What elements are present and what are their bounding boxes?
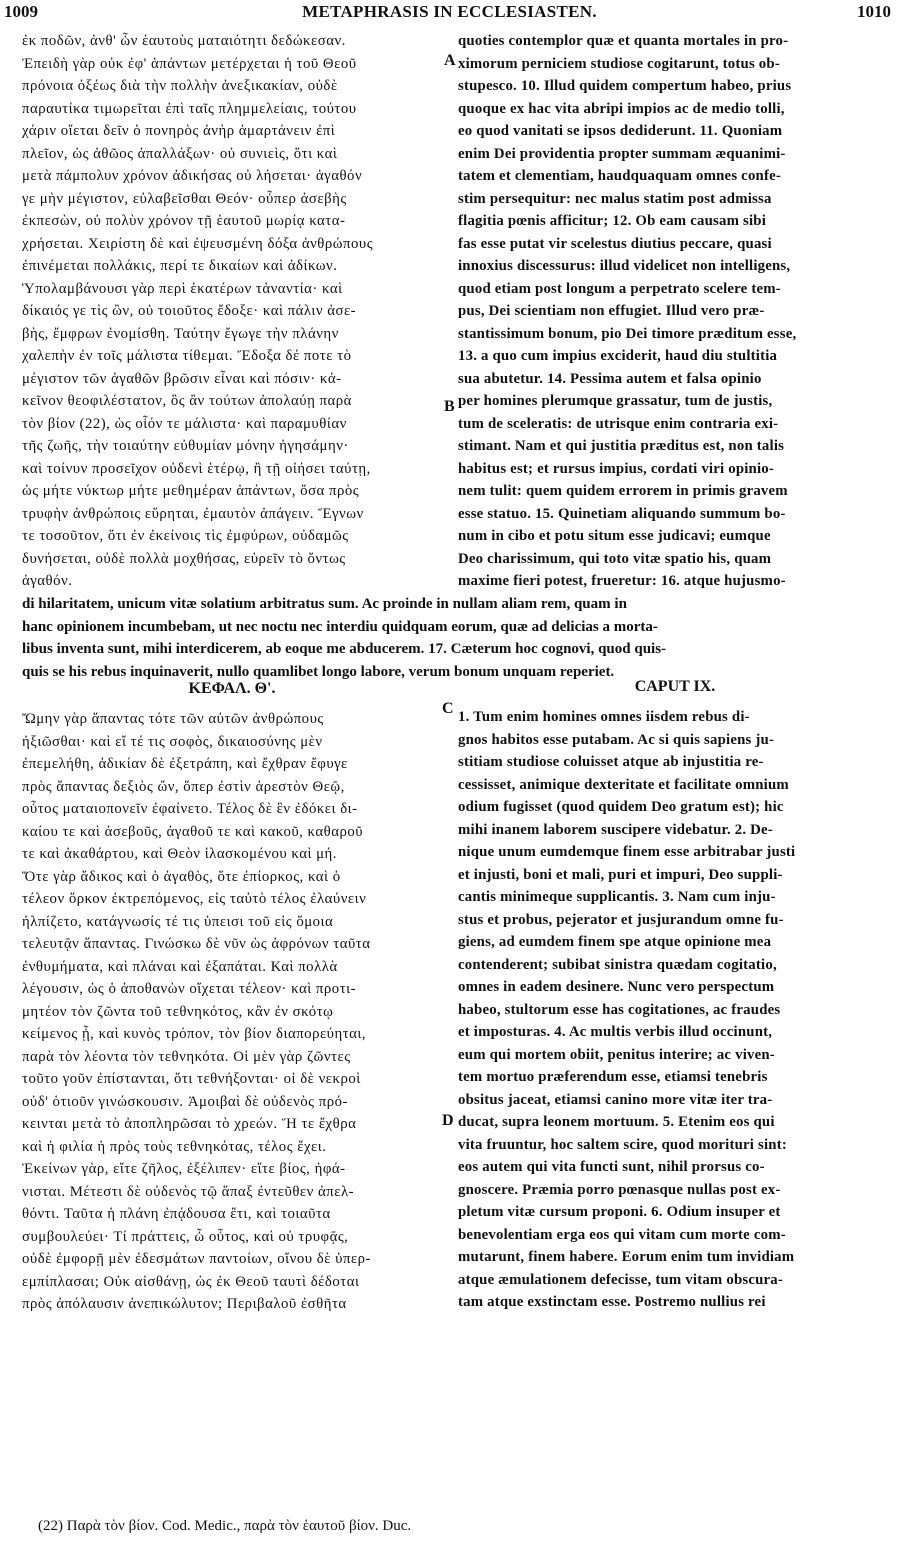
margin-mark-a: A [444, 52, 456, 69]
text-line: δυνήσεται, οὐδὲ πολλὰ μοχθήσας, εὑρεῖν τὸ ὄντως [22, 550, 346, 567]
text-line: quis se his rebus inquinaverit, nullo quamlibet longo labore, verum bonum unquam reperiet. [22, 663, 615, 680]
text-line: τοῦτο γοῦν ἐπίστανται, ὅτι τεθνήξονται· οἱ δὲ νεκροὶ [22, 1071, 361, 1087]
text-line: ἐκ ποδῶν, ἀνθ' ὧν ἑαυτοὺς ματαιότητι δεδώκεσαν. [22, 33, 346, 49]
latin-full-width-text [22, 593, 882, 683]
text-line: Ὅτε γὰρ ἄδικος καὶ ὁ ἀγαθὸς, ὅτε ἐπίορκος, καὶ ὁ [22, 868, 341, 885]
text-line: ἐπινέμεται πολλάκις, περί τε δικαίων καὶ ἀδίκων. [22, 258, 338, 274]
text-line: contenderent; subibat sinistra quædam cogitatio, [458, 956, 777, 973]
text-line: stim persequitur: nec malus statim post admissa [458, 190, 772, 207]
latin-chapter-title: CAPUT IX. [634, 678, 716, 695]
text-line: Ὤμην γὰρ ἅπαντας τότε τῶν αὐτῶν ἀνθρώπους [22, 711, 324, 727]
greek-column-section-2 [22, 708, 442, 1316]
text-line: tum de sceleratis: de utrisque enim contraria exi- [458, 415, 779, 432]
text-line: nem tulit: quem quidem errorem in primis gravem [458, 483, 788, 499]
text-line: tem mortuo præferendum esse, etiamsi tenebris [458, 1069, 768, 1085]
text-line: habeo, stultorum esse has cogitationes, ac fraudes [458, 1001, 781, 1018]
text-line: innoxius discessurus: illud videlicet non intelligens, [458, 258, 791, 274]
text-line: hanc opinionem incumbebam, ut nec noctu nec interdiu quidquam eorum, quæ ad delicias a morta- [22, 618, 658, 635]
text-line: τὸν βίον (22), ὡς οἷόν τε μάλιστα· καὶ παραμυθίαν [22, 415, 347, 432]
text-line: stitiam studiose coluisset atque ab injustitia re- [458, 754, 764, 770]
text-line: nique unum eumdemque finem esse arbitrabar justi [458, 844, 796, 860]
text-line: καίου τε καὶ ἀσεβοῦς, ἀγαθοῦ τε καὶ κακοῦ, καθαροῦ [22, 823, 364, 840]
footnote: (22) Παρὰ τὸν βίον. Cod. Medic., παρὰ τὸν ἑαυτοῦ βίον. Duc. [38, 1518, 412, 1534]
text-line: χρήσεται. Χειρίστη δὲ καὶ ἐψευσμένη δόξα ἀνθρώπους [22, 235, 374, 252]
text-line: δίκαιός γε τὶς ὢν, οὐ τοιοῦτος ἔδοξε· καὶ πάλιν ἀσε- [22, 303, 357, 319]
text-line: λέγουσιν, ὡς ὁ ἀποθανὼν οἴχεται τέλεον· καὶ προτι- [22, 981, 357, 997]
text-line: num in cibo et potu situm esse judicavi; eumque [458, 528, 771, 544]
margin-mark-b: B [444, 398, 455, 415]
greek-chapter-title: ΚΕΦΑΛ. Θ'. [188, 680, 276, 697]
text-line: cessisset, animique dexteritate et facilitate omnium [458, 776, 789, 793]
text-line: οὗτος ματαιοπονεῖν ἐφαίνετο. Τέλος δὲ ἓν ἐδόκει δι- [22, 801, 358, 817]
text-line: stupesco. 10. Illud quidem compertum habeo, prius [458, 78, 792, 94]
text-line: stimant. Nam et qui justitia præditus est, non talis [458, 438, 785, 454]
text-line: κεῖνον θεοφιλέστατον, ὃς ἂν τούτων ἀπολαύῃ παρὰ [22, 393, 352, 409]
text-line: ἐνθυμήματα, καὶ πλάναι καὶ ἐξαπάται. Καὶ πολλὰ [22, 958, 338, 975]
text-line: τελευτᾷν ἅπαντας. Γινώσκω δὲ νῦν ὡς ἀφρόνων ταῦτα [22, 936, 371, 952]
text-line: τε καὶ ἀκαθάρτου, καὶ Θεὸν ἱλασκομένου καὶ μή. [22, 846, 337, 862]
text-line: μητέον τὸν ζῶντα τοῦ τεθνηκότος, κἂν ἐν σκότῳ [22, 1003, 334, 1020]
text-line: εμπίπλασαι; Οὐκ αἰσθάνῃ, ὡς ἐκ Θεοῦ ταυτὶ δέδοται [22, 1273, 360, 1290]
latin-column-section-2 [458, 706, 892, 1314]
text-line: quoties contemplor quæ et quanta mortales in pro- [458, 33, 789, 49]
text-line: di hilaritatem, unicum vitæ solatium arbitratus sum. Ac proinde in nullam aliam rem, quam in [22, 596, 627, 612]
text-line: καὶ τοίνυν προσεῖχον οὐδενὶ ἑτέρῳ, ἢ τῇ οἰήσει ταύτῃ, [22, 460, 371, 477]
text-line: quod etiam post longum a perpetrato scelere tem- [458, 280, 781, 297]
text-line: θόντι. Ταῦτα ἡ πλάνη ἐπᾴδουσα ἔτι, καὶ τοιαῦτα [22, 1206, 331, 1222]
text-line: τῆς ζωῆς, τὴν τοιαύτην εὐθυμίαν μόνην ἡγησάμην· [22, 438, 349, 454]
margin-mark-c: C [442, 700, 454, 717]
text-line: τέλεον ὅρκον ἐκτρεπόμενος, εἰς ταὐτὸ τέλος ἐλαύνειν [22, 891, 367, 907]
latin-column-section-1 [458, 30, 892, 593]
text-line: κείμενος ᾖ, καὶ κυνὸς τρόπον, τὸν βίον διαπορεύηται, [22, 1026, 367, 1042]
text-line: quoque ex hac vita abripi impios ac de medio tolli, [458, 100, 785, 117]
text-line: giens, ad eumdem finem spe atque opinione mea [458, 934, 772, 950]
text-line: πρὸς ἀπόλαυσιν ἀνεπικώλυτον; Περιβαλοῦ ἐσθῆτα [22, 1296, 347, 1312]
text-line: stus et probus, pejerator et jusjurandum omne fu- [458, 911, 784, 928]
text-line: ἐπεμελήθη, ἀδικίαν δὲ ἐξετράπη, καὶ ἔχθραν ἔφυγε [22, 756, 348, 772]
text-line: Ὑπολαμβάνουσι γὰρ περὶ ἑκατέρων τἀναντία· καὶ [22, 280, 343, 297]
text-line: μέγιστον τῶν ἀγαθῶν βρῶσιν εἶναι καὶ πόσιν· κἀ- [22, 370, 342, 387]
text-line: πρὸς ἅπαντας δεξιὸς ὤν, ὅπερ ἐστὶν ἀρεστὸν Θεῷ, [22, 778, 345, 795]
text-line: mutarunt, finem habere. Eorum enim tum invidiam [458, 1249, 795, 1265]
text-line: atque æmulationem defecisse, tum vitam obscura- [458, 1271, 784, 1288]
page-number-right: 1010 [857, 2, 891, 21]
text-line: libus inventa sunt, mihi interdicerem, ab eoque me abducerem. 17. Cæterum hoc cognovi, quod quis- [22, 641, 667, 657]
text-line: cantis minimeque supplicantis. 3. Nam cum inju- [458, 889, 776, 905]
text-line: fas esse putat vir scelestus diutius peccare, quasi [458, 235, 772, 252]
text-line: παρὰ τὸν λέοντα τὸν τεθνηκότα. Οἱ μὲν γὰρ ζῶντες [22, 1048, 351, 1065]
text-line: Deo charissimum, qui toto vitæ spatio his, quam [458, 550, 772, 567]
text-line: ἀγαθόν. [22, 573, 73, 589]
text-line: sua abutetur. 14. Pessima autem et falsa opinio [458, 370, 762, 387]
text-line: ἠλπίζετο, κατάγνωσίς τέ τις ὑπεισι τοῦ εἰς ὅμοια [22, 913, 334, 930]
text-line: per homines plerumque grassatur, tum de justis, [458, 393, 773, 409]
text-line: πρόνοια ὀξέως διὰ τὴν πολλὴν ἀνεξικακίαν, οὐδὲ [22, 78, 338, 94]
text-line: χαλεπὴν ἐν τοῖς μάλιστα τίθεμαι. Ἔδοξα δέ ποτε τὸ [22, 348, 352, 364]
text-line: καὶ ἡ φιλία ἡ πρὸς τοὺς τεθνηκότας, τέλος ἔχει. [22, 1138, 327, 1155]
text-line: enim Dei providentia propter summam æquanimi- [458, 145, 786, 162]
text-line: παραυτίκα τιμωρεῖται ἐπὶ ταῖς πλημμελείαις, τούτου [22, 100, 357, 117]
text-line: οὐδ' ὁτιοῦν γινώσκουσιν. Ἀμοιβαὶ δὲ οὐδενὸς πρό- [22, 1093, 348, 1110]
text-line: γε μὴν μέγιστον, εὐλαβεῖσθαι Θεόν· οὗπερ ἀσεβὴς [22, 190, 347, 207]
text-line: esse statuo. 15. Quinetiam aliquando summum bo- [458, 505, 786, 522]
text-line: benevolentiam erga eos qui vitam cum morte com- [458, 1226, 786, 1243]
text-line: ὡς μήτε νύκτωρ μήτε μεθημέραν ἁπάντων, ὅσα πρὸς [22, 483, 360, 499]
text-line: ἐκπεσὼν, οὐ πολὺν χρόνον τῇ ἑαυτοῦ μωρίᾳ κατα- [22, 213, 346, 229]
text-line: habitus est; et rursus impius, cordati viri opinio- [458, 460, 775, 477]
text-line: gnos habitos esse putabam. Ac si quis sapiens ju- [458, 731, 775, 748]
text-line: gnoscere. Præmia porro pœnasque nullas post ex- [458, 1181, 781, 1198]
text-line: οὐδὲ ἐμφορῇ μὲν ἐδεσμάτων παντοίων, οἴνου δὲ ὑπερ- [22, 1251, 371, 1267]
text-line: νισται. Μέτεστι δὲ οὐδενὸς τῷ ἅπαξ ἐντεῦθεν ἀπελ- [22, 1183, 355, 1200]
text-line: omnes in eadem desinere. Nunc vero perspectum [458, 979, 775, 995]
text-line: stantissimum bonum, pio Dei timore præditum esse, [458, 325, 797, 342]
text-line: eum qui mortem obiit, penitus interire; ac viven- [458, 1046, 775, 1063]
text-line: vita fruuntur, hoc saltem scire, quod morituri sint: [458, 1136, 787, 1153]
text-line: pus, Dei scientiam non effugiet. Illud vero præ- [458, 303, 765, 319]
text-line: χάριν οἴεται δεῖν ὁ πονηρὸς ἀνὴρ ἁμαρτάνειν ἐπὶ [22, 123, 336, 139]
text-line: τρυφὴν ἀνθρώποις εὕρηται, ἐμαυτὸν ἀπάγειν. Ἔγνων [22, 505, 364, 522]
text-line: et injusti, boni et mali, puri et impuri, Deo suppli- [458, 866, 783, 883]
text-line: μετὰ πάμπολυν χρόνον ἀδικήσας οὐ λήσεται· ἀγαθόν [22, 168, 363, 184]
text-line: eos autem qui vita functi sunt, nihil prorsus co- [458, 1159, 765, 1175]
text-line: τε τοσοῦτον, ὅτι ἐν ἐκείνοις τὶς ἐμφύρων, οὐδαμῶς [22, 528, 349, 544]
text-line: flagitia pœnis afficitur; 12. Ob eam causam sibi [458, 213, 767, 229]
text-line: ἠξιῶσθαι· καὶ εἴ τέ τις σοφὸς, δικαιοσύνης μὲν [22, 733, 323, 750]
text-line: 13. a quo cum impius exciderit, haud diu stultitia [458, 348, 778, 364]
text-line: Ἐπειδὴ γὰρ οὐκ ἐφ' ἁπάντων μετέρχεται ἡ τοῦ Θεοῦ [22, 55, 357, 72]
text-line: pletum vitæ cursum proponi. 6. Odium insuper et [458, 1204, 781, 1220]
text-line: κεινται μετὰ τὸ ἀποπληρῶσαι τὸ χρεών. Ἥ τε ἔχθρα [22, 1116, 357, 1132]
text-line: 1. Tum enim homines omnes iisdem rebus di- [458, 709, 750, 725]
running-header [0, 0, 899, 22]
text-line: mihi inanem laborem suscipere videbatur. 2. De- [458, 821, 773, 838]
text-line: et imposturas. 4. Ac multis verbis illud occinunt, [458, 1024, 773, 1040]
text-line: maxime fieri potest, frueretur: 16. atque hujusmo- [458, 573, 786, 589]
text-line: ximorum perniciem studiose cogitarunt, totus ob- [458, 55, 780, 72]
text-line: odium fugisset (quod quidem Deo gratum est); hic [458, 799, 784, 815]
margin-mark-d: D [442, 1112, 454, 1129]
greek-column-section-1 [22, 30, 442, 593]
text-line: tam atque exstinctam esse. Postremo nullius rei [458, 1294, 766, 1310]
text-line: βὴς, ἔμφρων ἐνομίσθη. Ταύτην ἔγωγε τὴν πλάνην [22, 325, 339, 342]
text-line: tatem et clementiam, haudquaquam omnes confe- [458, 168, 781, 184]
page-number-left: 1009 [4, 2, 38, 21]
text-line: obsitus jaceat, etiamsi canino more vitæ iter tra- [458, 1091, 773, 1108]
text-line: ducat, supra leonem mortuum. 5. Etenim eos qui [458, 1114, 775, 1130]
text-line: eo quod vanitati se ipsos dediderunt. 11. Quoniam [458, 123, 783, 139]
running-title: METAPHRASIS IN ECCLESIASTEN. [302, 2, 597, 21]
text-line: Ἐκείνων γὰρ, εἴτε ζῆλος, ἐξέλιπεν· εἴτε βίος, ἠφά- [22, 1161, 346, 1177]
text-line: πλεῖον, ὡς ἀθῶος ἀπαλλάξων· οὐ συνιεὶς, ὅτι καὶ [22, 145, 338, 162]
text-line: συμβουλεύει· Τί πράττεις, ὦ οὗτος, καὶ οὐ τρυφᾷς, [22, 1228, 349, 1245]
